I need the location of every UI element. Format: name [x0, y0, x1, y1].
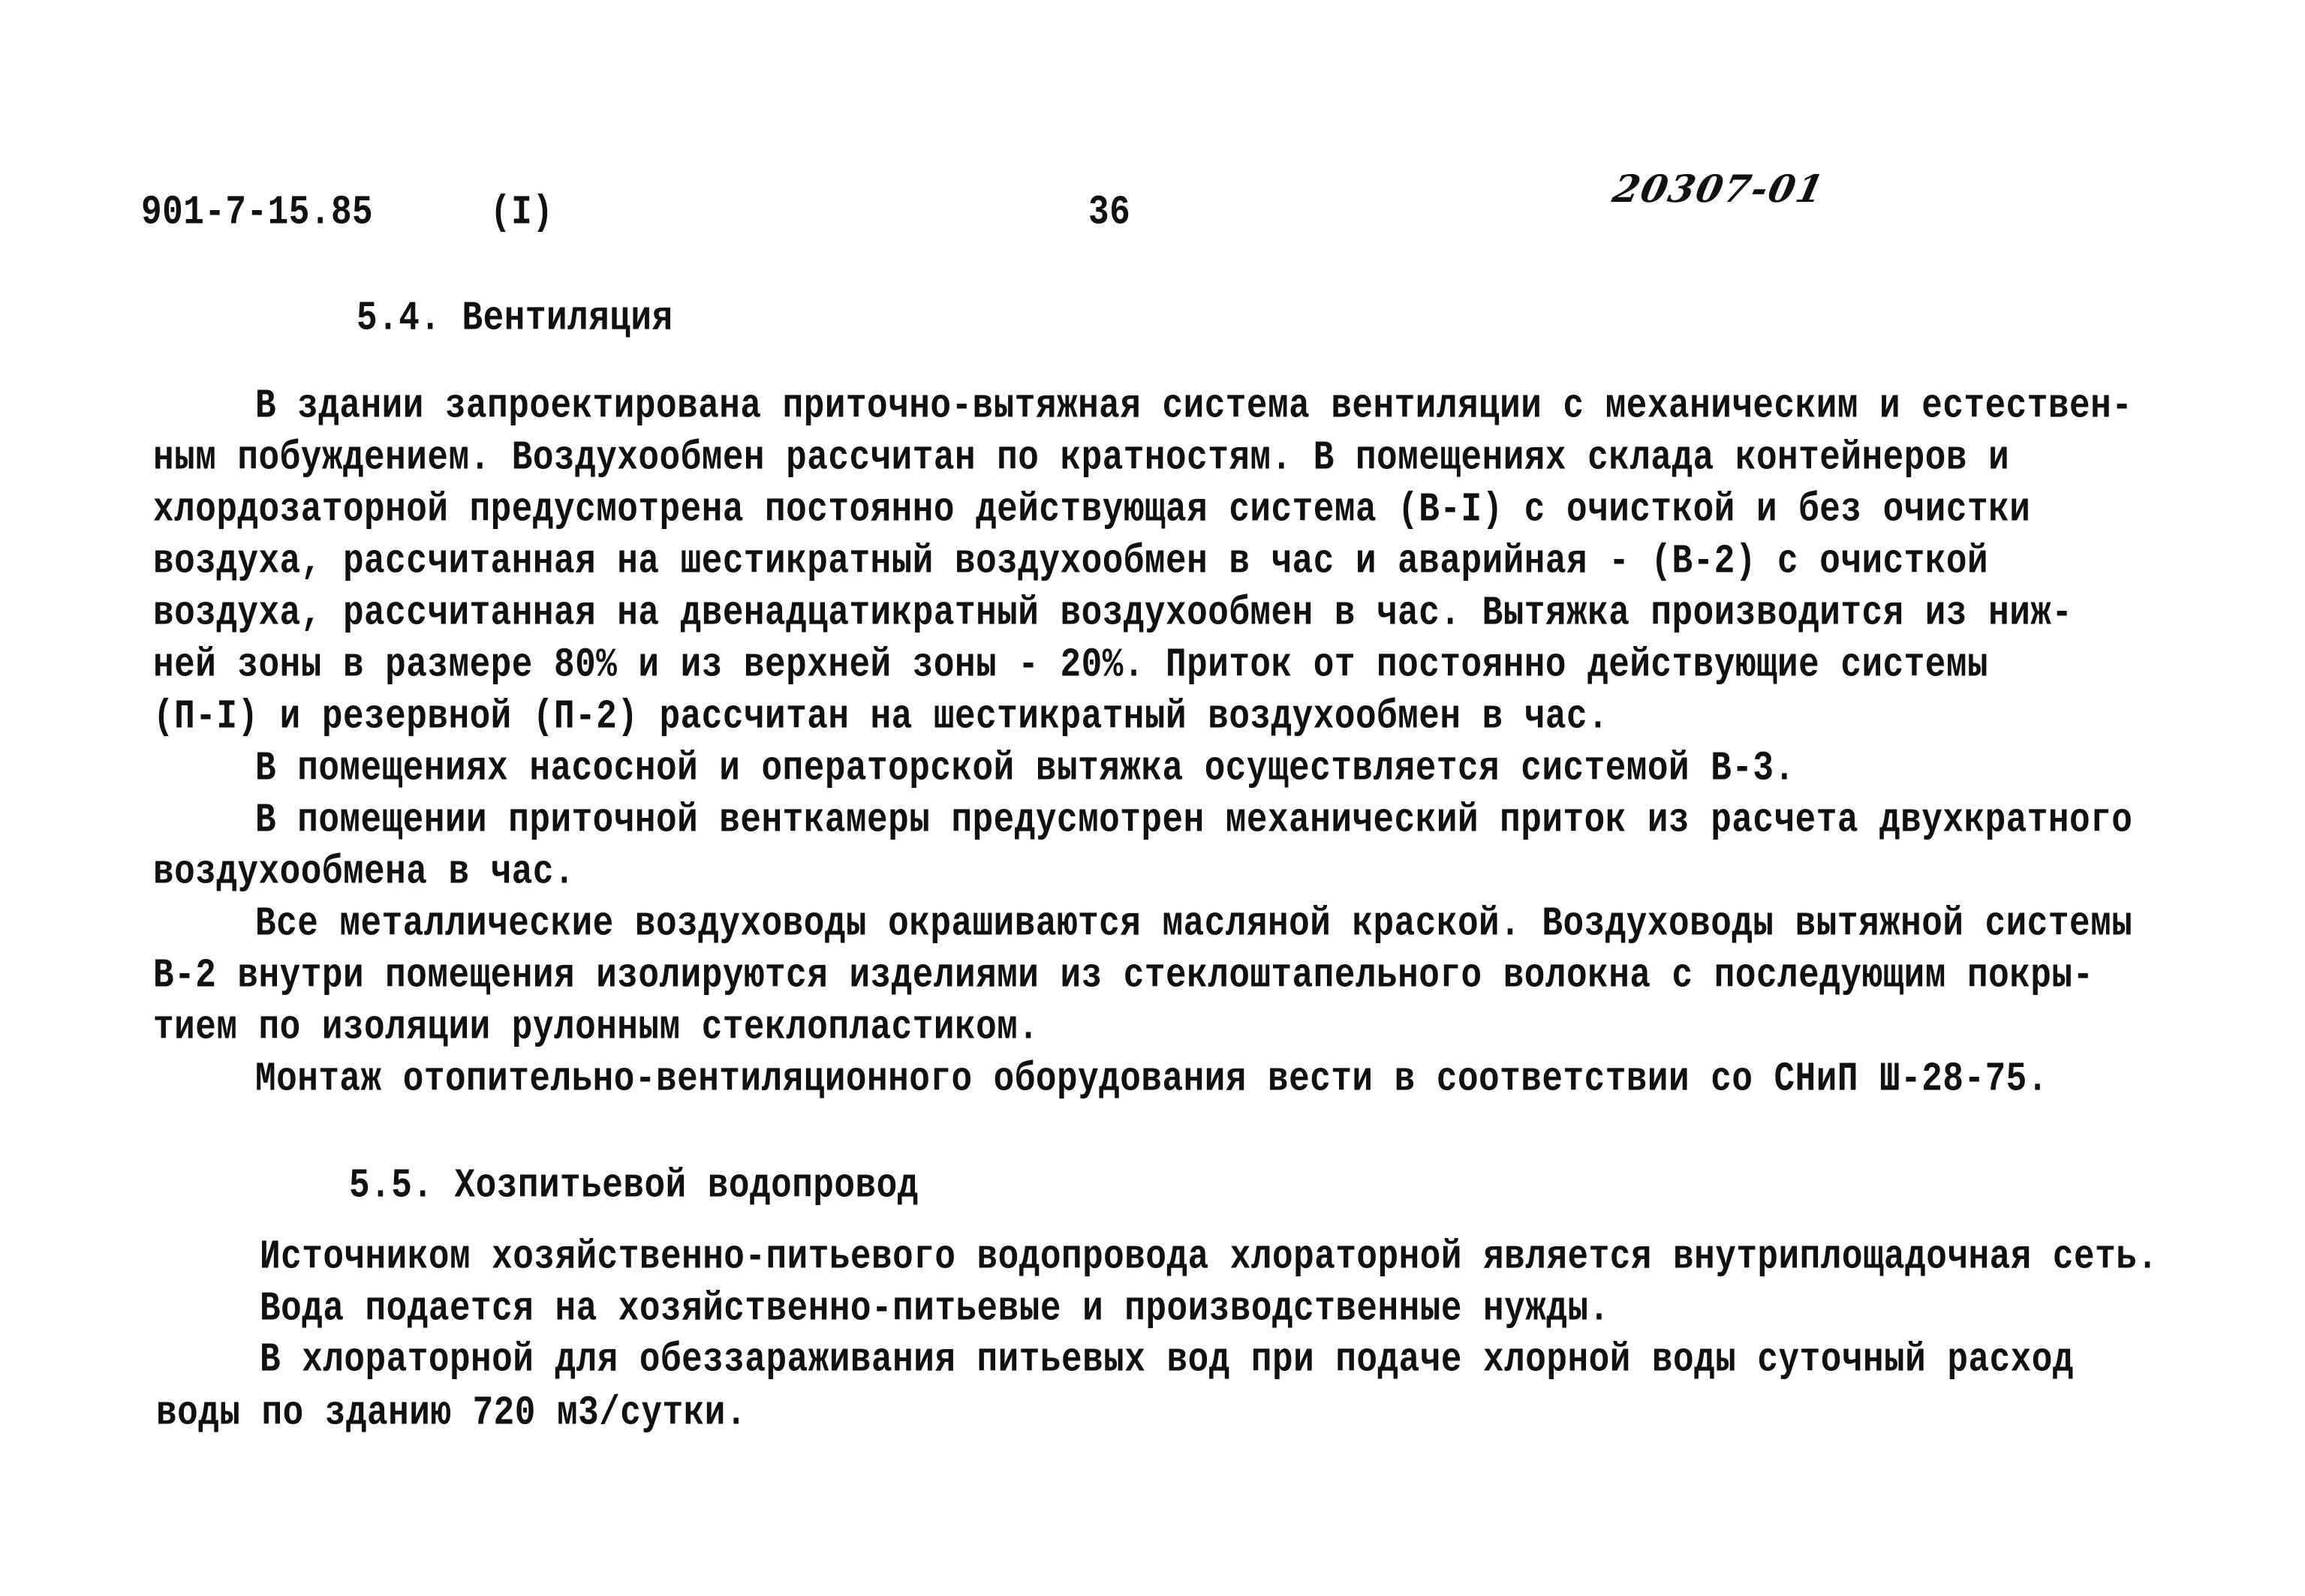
- text-line: тием по изоляции рулонным стеклопластиком.: [153, 1004, 1040, 1050]
- handwritten-number: 20307-01: [1608, 167, 1829, 211]
- page-number: 36: [1088, 189, 1131, 236]
- text-line: В здании запроектирована приточно-вытяжная система вентиляции с механическим и естествен-: [255, 383, 2133, 429]
- text-line: В-2 внутри помещения изолируются изделиями из стеклоштапельного волокна с последующим покры-: [153, 952, 2094, 999]
- text-line: воздуха, рассчитанная на шестикратный воздухообмен в час и аварийная - (В-2) с очисткой: [153, 538, 1989, 585]
- document-part: (I): [490, 189, 554, 236]
- text-line: (П-I) и резервной (П-2) рассчитан на шестикратный воздухообмен в час.: [153, 693, 1609, 740]
- text-line: Все металлические воздуховоды окрашиваются масляной краской. Воздуховоды вытяжной системы: [255, 900, 2133, 947]
- text-line: хлордозаторной предусмотрена постоянно действующая система (В-I) с очисткой и без очистки: [153, 486, 2031, 533]
- section-heading: 5.5. Хозпитьевой водопровод: [349, 1162, 919, 1209]
- section-heading: 5.4. Вентиляция: [357, 295, 673, 341]
- text-line: Вода подается на хозяйственно-питьевые и производственные нужды.: [260, 1285, 1610, 1332]
- text-line: воздуха, рассчитанная на двенадцатикратный воздухообмен в час. Вытяжка производится из ниж-: [153, 590, 2073, 636]
- text-line: воздухообмена в час.: [153, 849, 576, 895]
- text-line: Монтаж отопительно-вентиляционного оборудования вести в соответствии со СНиП Ш-28-75.: [255, 1056, 2048, 1102]
- text-line: ней зоны в размере 80% и из верхней зоны - 20%. Приток от постоянно действующие системы: [153, 642, 1989, 688]
- text-line: ным побуждением. Воздухообмен рассчитан по кратностям. В помещениях склада контейнеров и: [153, 434, 2010, 481]
- text-line: В помещении приточной венткамеры предусмотрен механический приток из расчета двухкратного: [255, 797, 2133, 843]
- text-line: воды по зданию 720 м3/сутки.: [156, 1390, 747, 1436]
- text-line: В помещениях насосной и операторской вытяжка осуществляется системой В-3.: [255, 745, 1795, 792]
- text-line: В хлораторной для обеззараживания питьевых вод при подаче хлорной воды суточный расход: [260, 1336, 2074, 1383]
- document-code: 901-7-15.85: [141, 189, 374, 236]
- text-line: Источником хозяйственно-питьевого водопровода хлораторной является внутриплощадочная сеть.: [260, 1234, 2159, 1280]
